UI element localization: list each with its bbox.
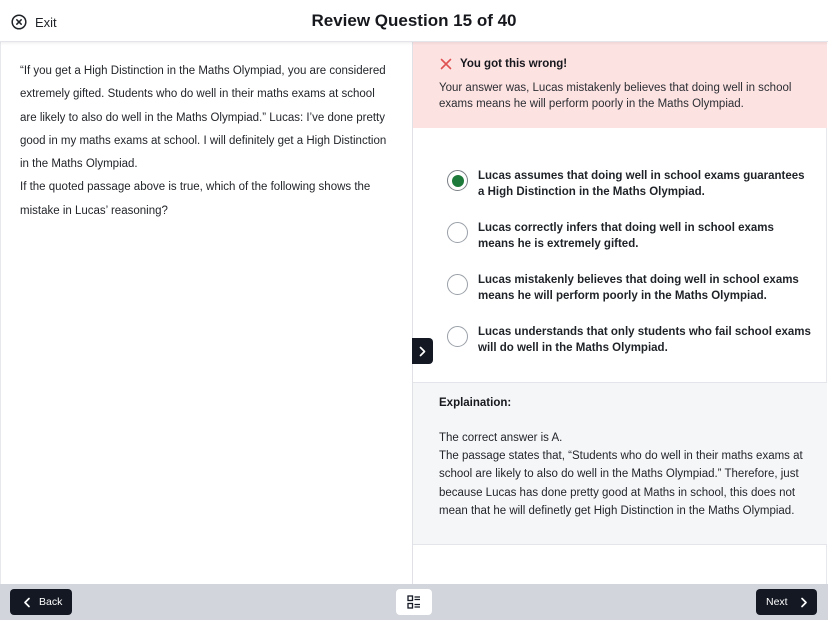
question-list-button[interactable] — [396, 589, 432, 615]
next-button[interactable] — [756, 589, 817, 615]
option-d[interactable] — [413, 318, 827, 358]
passage — [20, 60, 390, 223]
option-text: Lucas assumes that doing well in school exams guarantees a High Distinction in the Maths Olympiad. — [478, 170, 805, 198]
option-text: Lucas correctly infers that doing well in school exams means he is extremely gifted. — [478, 222, 774, 250]
footer-bar — [0, 584, 828, 620]
explanation-body — [439, 429, 809, 520]
wrong-x-icon — [440, 58, 452, 70]
question-list-icon — [407, 595, 421, 609]
option-text: Lucas mistakenly believes that doing well in school exams means he will perform poorly in the Maths Olympiad. — [478, 274, 799, 302]
feedback-banner — [413, 42, 827, 128]
passage-panel — [0, 42, 413, 584]
exit-label: Exit — [35, 14, 57, 30]
explanation-text: The passage states that, “Students who do well in their maths exams at school are likely to also do well in the Maths Olympiad.” Therefore, just because Lucas has done pretty good at Maths in school, this does not mean that he will definetly get High Distinction in the Maths Olympiad. — [439, 450, 803, 517]
option-b[interactable] — [413, 214, 827, 254]
explanation-title: Explaination: — [439, 397, 512, 409]
passage-quote: “If you get a High Distinction in the Maths Olympiad, you are considered extremely gifted. Students who do well in their maths exams at school are likely to also do well in the Maths Olympiad.” Lucas: I’ve done pretty good in my maths exams at school. I will definitely get a High Distinction in the Maths Olympiad. — [20, 65, 387, 171]
radio[interactable] — [447, 326, 468, 347]
radio[interactable] — [447, 222, 468, 243]
back-label: Back — [39, 596, 63, 608]
explanation-box — [413, 382, 827, 545]
option-a[interactable] — [413, 162, 827, 202]
selected-dot — [452, 175, 464, 187]
chevron-left-icon — [23, 597, 31, 608]
radio-selected[interactable] — [447, 170, 468, 191]
radio[interactable] — [447, 274, 468, 295]
option-c[interactable] — [413, 266, 827, 306]
page-title: Review Question 15 of 40 — [311, 11, 517, 30]
option-text: Lucas understands that only students who fail school exams will do well in the Maths Olympiad. — [478, 326, 811, 354]
chevron-right-icon — [418, 346, 427, 357]
question-prompt: If the quoted passage above is true, which of the following shows the mistake in Lucas’ reasoning? — [20, 181, 371, 217]
feedback-title: You got this wrong! — [460, 58, 568, 70]
expand-panel-button[interactable] — [412, 338, 433, 364]
header-bar — [0, 0, 828, 42]
back-button[interactable] — [10, 589, 72, 615]
explanation-answer: The correct answer is A. — [439, 432, 563, 444]
chevron-right-icon — [800, 597, 808, 608]
feedback-text: Your answer was, Lucas mistakenly believes that doing well in school exams means he will perform poorly in the Maths Olympiad. — [439, 82, 792, 110]
next-label: Next — [766, 596, 788, 608]
answer-panel — [413, 42, 827, 584]
